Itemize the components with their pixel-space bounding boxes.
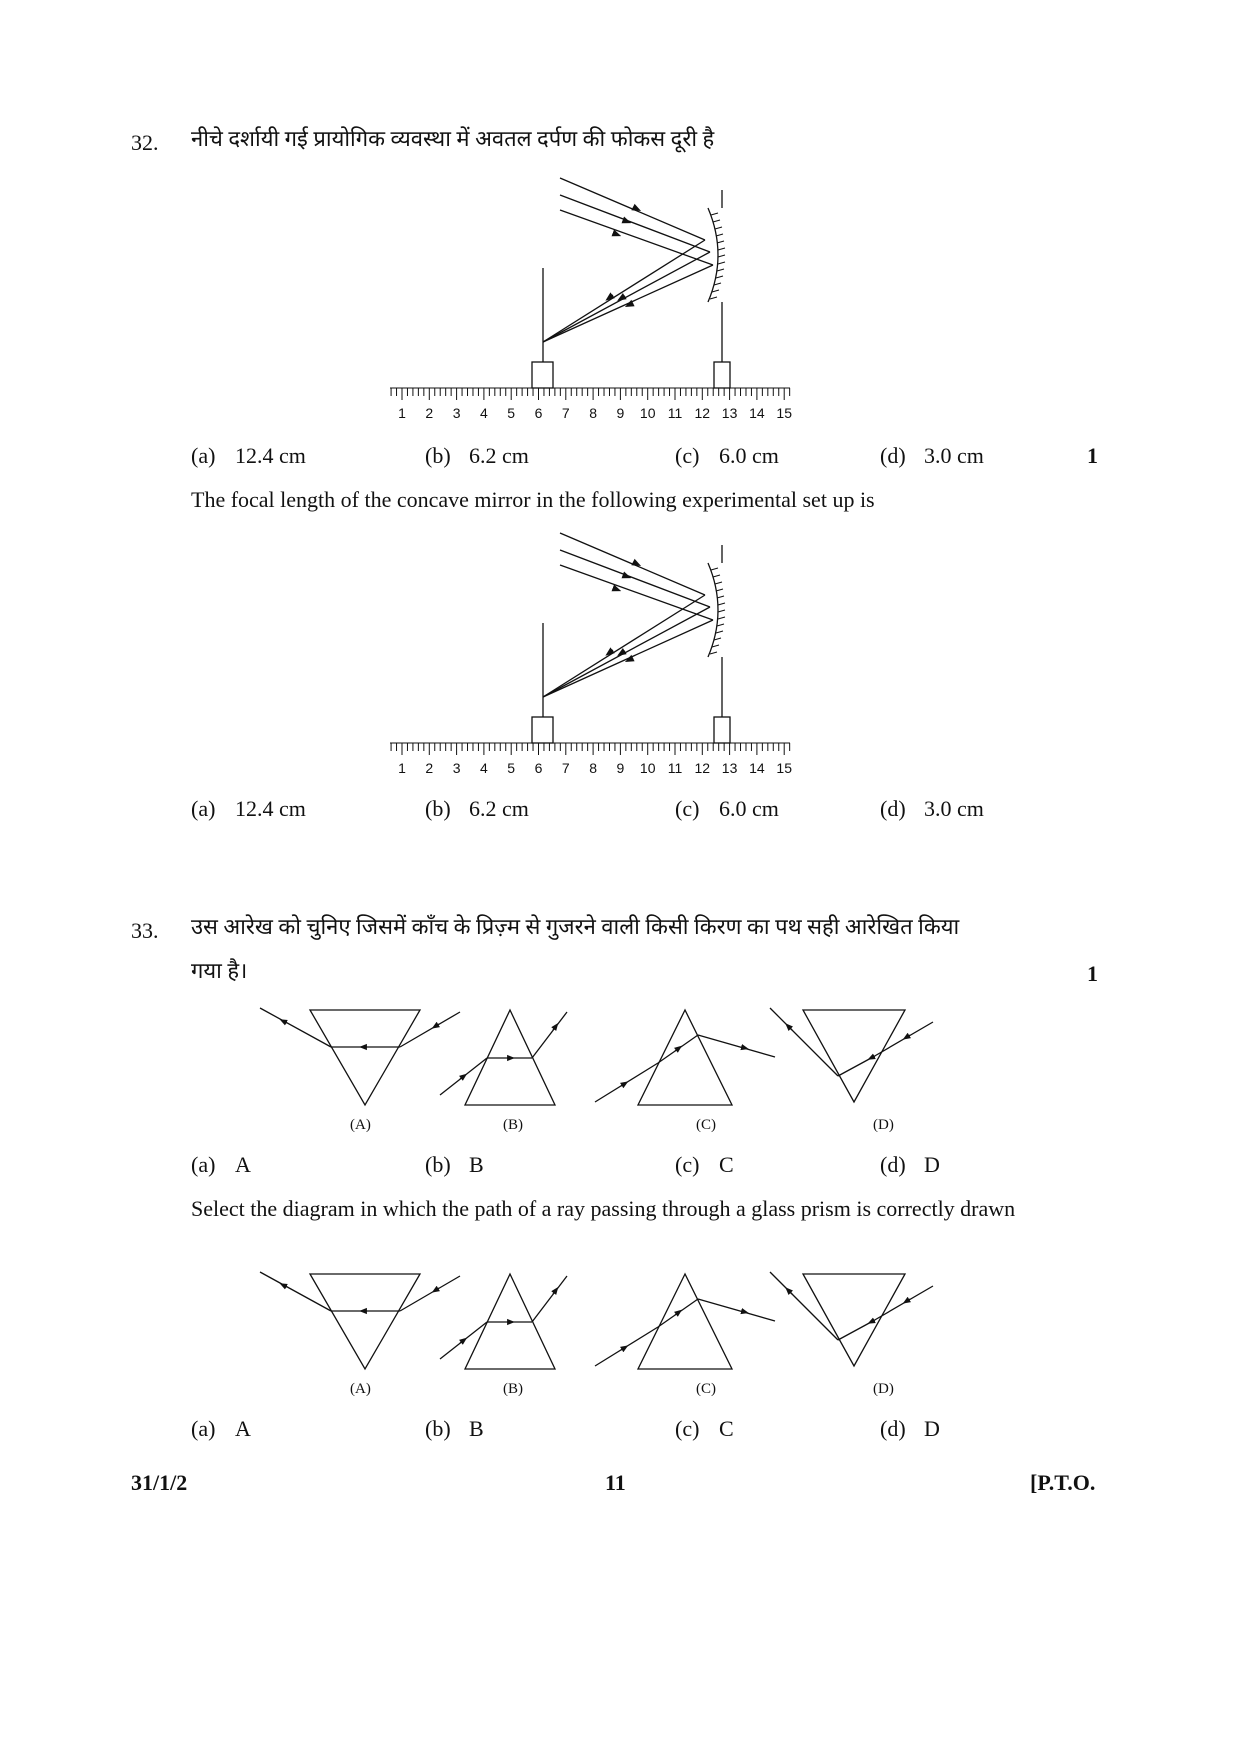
q32-en-option-d[interactable] — [880, 796, 984, 822]
scale-labels — [398, 405, 792, 421]
scale-tick-label: 15 — [776, 760, 792, 776]
option-text: 3.0 cm — [924, 443, 984, 468]
diagram-label-d: (D) — [873, 1381, 894, 1397]
scale-tick-label: 10 — [639, 760, 656, 776]
mirror-experiment-figure-english — [385, 525, 805, 790]
scale-tick-label: 10 — [639, 405, 656, 421]
scale-tick-label: 13 — [721, 760, 738, 776]
option-label: (d) — [880, 796, 906, 821]
scale-tick-label: 6 — [534, 405, 543, 421]
scale-tick-label: 2 — [425, 760, 434, 776]
option-label: (a) — [191, 1152, 216, 1177]
diagram-label-b: (B) — [503, 1381, 523, 1397]
option-label: (b) — [425, 1416, 451, 1441]
scale-tick-label: 3 — [452, 405, 461, 421]
question-32-hindi-text: नीचे दर्शायी गई प्रायोगिक व्यवस्था में अवतल दर्पण की फोकस दूरी है — [191, 126, 715, 151]
concave-mirror — [708, 190, 730, 388]
option-text: 6.0 cm — [719, 796, 779, 821]
q32-option-b[interactable] — [425, 443, 529, 469]
q33-option-a[interactable] — [191, 1152, 251, 1178]
scale-tick-label: 11 — [667, 760, 683, 776]
scale-tick-label: 12 — [694, 405, 711, 421]
q33-option-d[interactable] — [880, 1152, 940, 1178]
option-label: (a) — [191, 1416, 216, 1441]
scale-tick-label: 1 — [398, 760, 406, 776]
scale-tick-label: 5 — [507, 760, 516, 776]
scale-tick-label: 8 — [589, 405, 597, 421]
option-label: (c) — [675, 443, 700, 468]
concave-mirror — [708, 545, 730, 743]
diagram-label-d: (D) — [873, 1117, 894, 1133]
option-label: (d) — [880, 1416, 906, 1441]
prism-diagram-b — [440, 1274, 567, 1369]
scale-tick-label: 14 — [749, 405, 765, 421]
option-label: (b) — [425, 443, 451, 468]
option-text: 12.4 cm — [235, 796, 306, 821]
question-32-number: 32. — [131, 130, 159, 155]
scale-tick-label: 14 — [749, 760, 765, 776]
scale-tick-label: 4 — [480, 760, 488, 776]
scale-tick-label: 1 — [398, 405, 406, 421]
mirror-experiment-figure-hindi — [385, 170, 805, 435]
diagram-label-c: (C) — [696, 1117, 716, 1133]
scale-tick-label: 12 — [694, 760, 711, 776]
option-text: B — [469, 1152, 484, 1177]
question-33-number: 33. — [131, 918, 159, 943]
scale-tick-label: 2 — [425, 405, 434, 421]
footer-page-number: 11 — [605, 1470, 626, 1495]
option-text: A — [235, 1152, 251, 1177]
scale-tick-label: 11 — [667, 405, 683, 421]
question-32-marks: 1 — [1087, 443, 1098, 468]
scale-tick-label: 6 — [534, 760, 543, 776]
metre-scale — [390, 388, 790, 400]
option-text: 6.2 cm — [469, 443, 529, 468]
option-label: (c) — [675, 1416, 700, 1441]
screen — [532, 623, 553, 743]
option-text: C — [719, 1416, 734, 1441]
option-text: D — [924, 1416, 940, 1441]
option-label: (d) — [880, 443, 906, 468]
option-text: 6.2 cm — [469, 796, 529, 821]
footer-paper-code: 31/1/2 — [131, 1470, 188, 1495]
prism-diagram-b — [440, 1010, 567, 1105]
prism-diagram-c — [595, 1274, 775, 1369]
option-text: A — [235, 1416, 251, 1441]
scale-tick-label: 15 — [776, 405, 792, 421]
q33-en-option-b[interactable] — [425, 1416, 484, 1442]
q33-en-option-a[interactable] — [191, 1416, 251, 1442]
option-text: B — [469, 1416, 484, 1441]
diagram-label-c: (C) — [696, 1381, 716, 1397]
scale-tick-label: 9 — [616, 760, 625, 776]
prism-diagram-a — [260, 1272, 460, 1369]
option-label: (a) — [191, 796, 216, 821]
q33-option-c[interactable] — [675, 1152, 734, 1178]
scale-tick-label: 13 — [721, 405, 738, 421]
metre-scale — [390, 743, 790, 755]
q32-option-c[interactable] — [675, 443, 779, 469]
question-33-english-text: Select the diagram in which the path of a ray passing through a glass prism is correctly drawn — [191, 1196, 1016, 1221]
q33-en-option-c[interactable] — [675, 1416, 734, 1442]
option-text: 12.4 cm — [235, 443, 306, 468]
incident-rays — [560, 178, 713, 265]
q33-option-b[interactable] — [425, 1152, 484, 1178]
scale-tick-label: 8 — [589, 760, 597, 776]
q32-option-a[interactable] — [191, 443, 306, 469]
q32-en-option-a[interactable] — [191, 796, 306, 822]
q32-en-option-b[interactable] — [425, 796, 529, 822]
option-text: D — [924, 1152, 940, 1177]
diagram-label-b: (B) — [503, 1117, 523, 1133]
footer-pto: [P.T.O. — [1030, 1470, 1096, 1495]
prism-diagram-d — [770, 1008, 933, 1102]
option-label: (b) — [425, 796, 451, 821]
scale-tick-label: 9 — [616, 405, 625, 421]
option-text: 3.0 cm — [924, 796, 984, 821]
scale-labels — [398, 760, 792, 776]
diagram-label-a: (A) — [350, 1381, 371, 1397]
option-text: C — [719, 1152, 734, 1177]
scale-tick-label: 3 — [452, 760, 461, 776]
option-label: (a) — [191, 443, 216, 468]
option-label: (c) — [675, 796, 700, 821]
scale-tick-label: 4 — [480, 405, 488, 421]
prism-diagram-c — [595, 1010, 775, 1105]
scale-tick-label: 5 — [507, 405, 516, 421]
scale-tick-label: 7 — [561, 405, 570, 421]
option-label: (d) — [880, 1152, 906, 1177]
prism-diagram-a — [260, 1008, 460, 1105]
option-label: (b) — [425, 1152, 451, 1177]
option-label: (c) — [675, 1152, 700, 1177]
question-33-hindi-text-line1: उस आरेख को चुनिए जिसमें काँच के प्रिज़्म से गुजरने वाली किसी किरण का पथ सही आरेखित किया — [191, 914, 960, 939]
question-33-marks: 1 — [1087, 961, 1098, 986]
diagram-label-a: (A) — [350, 1117, 371, 1133]
q32-en-option-c[interactable] — [675, 796, 779, 822]
question-32-english-text: The focal length of the concave mirror in the following experimental set up is — [191, 487, 875, 512]
q33-en-option-d[interactable] — [880, 1416, 940, 1442]
incident-rays — [560, 533, 713, 620]
option-text: 6.0 cm — [719, 443, 779, 468]
screen — [532, 268, 553, 388]
q32-option-d[interactable] — [880, 443, 984, 469]
scale-tick-label: 7 — [561, 760, 570, 776]
prism-diagram-d — [770, 1272, 933, 1366]
question-33-hindi-text-line2: गया है। — [191, 958, 248, 983]
